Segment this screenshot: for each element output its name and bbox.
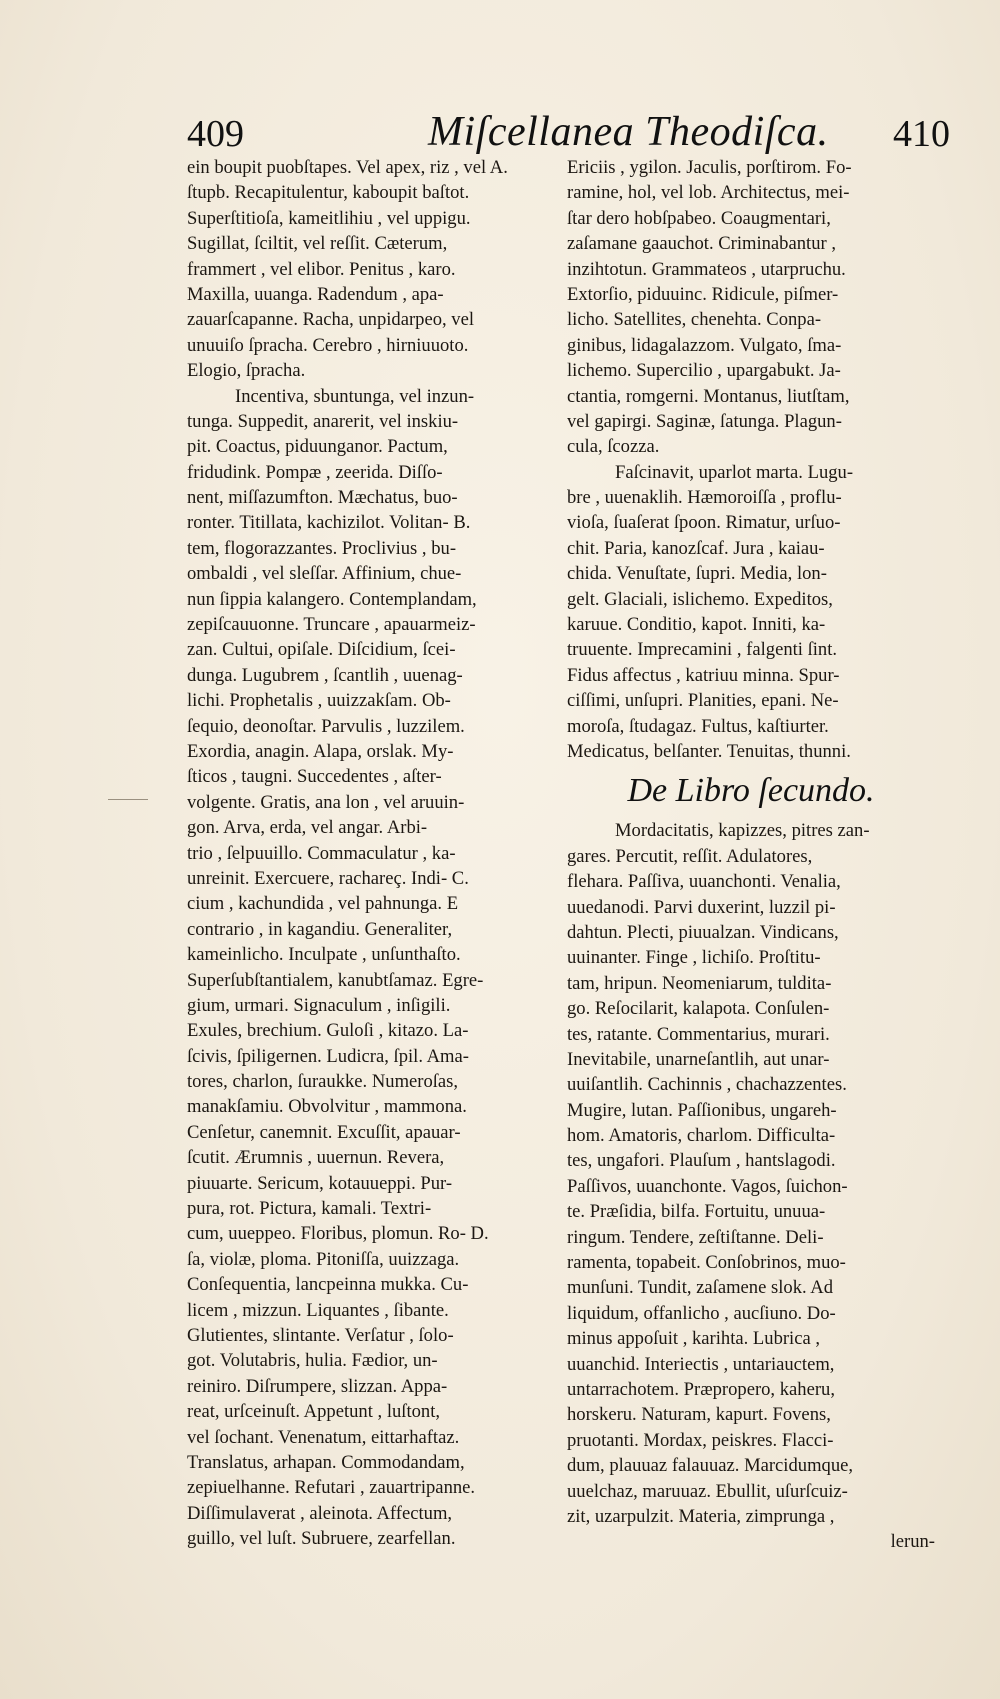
text-line: chida. Venuſtate, ſupri. Media, lon- — [567, 563, 827, 585]
text-line: Inevitabile, unarneſantlih, aut unar- — [567, 1048, 830, 1070]
text-line: ſtar dero hobſpabeo. Coaugmentari, — [567, 207, 831, 229]
text-line: ein boupit puobſtapes. Vel apex, riz , vel A. — [187, 157, 508, 178]
text-line: zan. Cultui, opiſale. Diſcidium, ſcei- — [187, 639, 456, 661]
text-line: unuuiſo ſpracha. Cerebro , hirniuuoto. — [187, 334, 469, 356]
text-line: volgente. Gratis, ana lon , vel aruuin- — [187, 791, 465, 813]
text-line: ſa, violæ, ploma. Pitoniſſa, uuizzaga. — [187, 1248, 460, 1270]
text-line: dahtun. Plecti, piuualzan. Vindicans, — [567, 921, 839, 943]
page-number-right: 410 — [893, 113, 950, 155]
text-line: lerun- — [890, 1531, 935, 1553]
text-line: munſuni. Tundit, zaſamene slok. Ad — [567, 1277, 833, 1299]
text-line: piuuarte. Sericum, kotauueppi. Pur- — [187, 1172, 453, 1194]
text-line: Incentiva, sbuntunga, vel inzun- — [235, 385, 475, 407]
text-line: uuelchaz, maruuaz. Ebullit, uſurſcuiz- — [567, 1480, 848, 1502]
text-line: reiniro. Diſrumpere, slizzan. Appa- — [187, 1375, 448, 1397]
text-line: dum, plauuaz falauuaz. Marcidumque, — [567, 1455, 854, 1477]
text-line: zaſamane gaauchot. Criminabantur , — [567, 233, 836, 255]
text-line: gium, urmari. Signaculum , inſigili. — [187, 994, 451, 1016]
text-line: bre , uuenaklih. Hæmoroiſſa , proflu- — [567, 487, 842, 509]
text-line: ſticos , taugni. Succedentes , aſter- — [187, 766, 442, 788]
text-line: Medicatus, belſanter. Tenuitas, thunni. — [567, 740, 851, 762]
text-line: Exordia, anagin. Alapa, orslak. My- — [187, 740, 454, 762]
text-line: horskeru. Naturam, kapurt. Fovens, — [567, 1404, 831, 1426]
text-line: te. Præſidia, bilfa. Fortuitu, unuua- — [567, 1201, 826, 1223]
right-column-bottom — [567, 818, 935, 1554]
text-line: gon. Arva, erda, vel angar. Arbi- — [187, 817, 428, 839]
text-line: ctantia, romgerni. Montanus, liutſtam, — [567, 385, 850, 407]
text-line: Mugire, lutan. Paſſionibus, ungareh- — [567, 1099, 837, 1121]
page-number-left: 409 — [187, 113, 244, 155]
section-heading: De Libro ſecundo. — [627, 772, 875, 810]
text-line: ſcutit. Ærumnis , uuernun. Revera, — [187, 1147, 445, 1169]
text-line: chit. Paria, kanozſcaf. Jura , kaiau- — [567, 537, 825, 559]
text-line: licem , mizzun. Liquantes , ſibante. — [187, 1299, 449, 1321]
text-line: Ericiis , ygilon. Jaculis, porſtirom. Fo- — [567, 157, 852, 178]
text-line: Faſcinavit, uparlot marta. Lugu- — [615, 461, 854, 483]
text-line: contrario , in kagandiu. Generaliter, — [187, 918, 453, 940]
text-line: trio , ſelpuuillo. Commaculatur , ka- — [187, 842, 456, 864]
page-header — [0, 108, 1000, 158]
text-line: hom. Amatoris, charlom. Difficulta- — [567, 1125, 836, 1147]
text-line: Extorſio, piduuinc. Ridicule, piſmer- — [567, 283, 839, 305]
text-line: uuedanodi. Parvi duxerint, luzzil pi- — [567, 896, 836, 918]
text-line: pit. Coactus, piduunganor. Pactum, — [187, 436, 448, 458]
text-line: gelt. Glaciali, islichemo. Expeditos, — [567, 588, 833, 610]
text-line: uuanchid. Interiectis , untariauctem, — [567, 1353, 835, 1375]
text-line: ciſſimi, unſupri. Planities, epani. Ne- — [567, 690, 839, 712]
text-line: Fidus affectus , katriuu minna. Spur- — [567, 664, 840, 686]
text-line: Cenſetur, canemnit. Excuſſit, apauar- — [187, 1121, 461, 1143]
text-line: vioſa, ſuaſerat ſpoon. Rimatur, urſuo- — [567, 512, 841, 534]
text-line: Sugillat, ſciltit, vel reſſit. Cæterum, — [187, 233, 448, 255]
text-line: tores, charlon, ſuraukke. Numeroſas, — [187, 1071, 459, 1093]
text-line: flehara. Paſſiva, uuanchonti. Venalia, — [567, 871, 841, 893]
text-line: Elogio, ſpracha. — [187, 360, 306, 382]
text-line: licho. Satellites, chenehta. Conpa- — [567, 309, 822, 331]
text-line: go. Reſocilarit, kalapota. Conſulen- — [567, 998, 830, 1020]
text-line: ſequio, deonoſtar. Parvulis , luzzilem. — [187, 715, 465, 737]
text-line: tem, flogorazzantes. Proclivius , bu- — [187, 537, 457, 559]
text-line: got. Volutabris, hulia. Fædior, un- — [187, 1350, 438, 1372]
text-line: dunga. Lugubrem , ſcantlih , uuenag- — [187, 664, 463, 686]
text-line: pruotanti. Mordax, peiskres. Flacci- — [567, 1429, 834, 1451]
text-line: cium , kachundida , vel pahnunga. E — [187, 893, 459, 915]
text-line: cula, ſcozza. — [567, 436, 660, 458]
text-line: lichemo. Supercilio , upargabukt. Ja- — [567, 360, 841, 382]
left-column — [187, 155, 555, 1551]
text-line: uuinanter. Finge , lichiſo. Proſtitu- — [567, 947, 821, 969]
text-line: ſtupb. Recapitulentur, kaboupit baſtot. — [187, 182, 470, 204]
text-line: inzihtotun. Grammateos , utarpruchu. — [567, 258, 846, 280]
text-line: moroſa, ſtudagaz. Fultus, kaſtiurter. — [567, 715, 829, 737]
text-line: Translatus, arhapan. Commodandam, — [187, 1451, 465, 1473]
text-line: manakſamiu. Obvolvitur , mammona. — [187, 1096, 467, 1118]
text-line: lichi. Prophetalis , uuizzakſam. Ob- — [187, 690, 451, 712]
text-line: ramine, hol, vel lob. Architectus, mei- — [567, 182, 850, 204]
text-line: uuiſantlih. Cachinnis , chachazzentes. — [567, 1074, 847, 1096]
text-line: nent, miſſazumfton. Mæchatus, buo- — [187, 487, 458, 509]
text-line: zit, uzarpulzit. Materia, zimprunga , — [567, 1505, 835, 1527]
text-line: ramenta, topabeit. Conſobrinos, muo- — [567, 1252, 846, 1274]
text-line: ſcivis, ſpiligernen. Ludicra, ſpil. Ama- — [187, 1045, 469, 1067]
text-line: cum, uueppeo. Floribus, plomun. Ro- D. — [187, 1223, 489, 1245]
right-column-top — [567, 155, 935, 764]
text-line: truuente. Imprecamini , falgenti ſint. — [567, 639, 838, 661]
text-line: minus appoſuit , karihta. Lubrica , — [567, 1328, 821, 1350]
text-line: nun ſippia kalangero. Contemplandam, — [187, 588, 477, 610]
text-line: Superſtitioſa, kameitlihiu , vel uppigu. — [187, 207, 471, 229]
text-line: zauarſcapanne. Racha, unpidarpeo, vel — [187, 309, 475, 331]
text-line: Superſubſtantialem, kanubtſamaz. Egre- — [187, 969, 484, 991]
text-line: ginibus, lidagalazzom. Vulgato, ſma- — [567, 334, 842, 356]
text-line: gares. Percutit, reſſit. Adulatores, — [567, 845, 813, 867]
text-line: Paſſivos, uuanchonte. Vagos, ſuichon- — [567, 1175, 848, 1197]
text-line: tunga. Suppedit, anarerit, vel inskiu- — [187, 410, 459, 432]
text-line: pura, rot. Pictura, kamali. Textri- — [187, 1198, 432, 1220]
text-line: Diſſimulaverat , aleinota. Affectum, — [187, 1502, 453, 1524]
text-line: guillo, vel luſt. Subruere, zearfellan. — [187, 1528, 456, 1550]
text-line: karuue. Conditio, kapot. Inniti, ka- — [567, 614, 826, 636]
text-line: Glutientes, slintante. Verſatur , ſolo- — [187, 1324, 454, 1346]
right-column — [567, 155, 935, 1555]
text-line: ombaldi , vel sleſſar. Affinium, chue- — [187, 563, 462, 585]
text-line: ronter. Titillata, kachizilot. Volitan- B. — [187, 512, 471, 534]
text-line: zepiuelhanne. Refutari , zauartripanne. — [187, 1477, 476, 1499]
text-line: vel gapirgi. Saginæ, ſatunga. Plagun- — [567, 410, 842, 432]
text-line: Exules, brechium. Guloſi , kitazo. La- — [187, 1020, 469, 1042]
text-line: tam, hripun. Neomeniarum, tuldita- — [567, 972, 832, 994]
text-line: kameinlicho. Inculpate , unſunthaſto. — [187, 944, 461, 966]
text-line: vel ſochant. Venenatum, eittarhaftaz. — [187, 1426, 460, 1448]
text-line: fridudink. Pompæ , zeerida. Diſſo- — [187, 461, 443, 483]
text-line: liquidum, offanlicho , aucſiuno. Do- — [567, 1302, 836, 1324]
text-line: frammert , vel elibor. Penitus , karo. — [187, 258, 456, 280]
text-line: zepiſcauuonne. Truncare , apauarmeiz- — [187, 614, 476, 636]
text-line: untarrachotem. Præpropero, kaheru, — [567, 1378, 835, 1400]
text-line: Maxilla, uuanga. Radendum , apa- — [187, 283, 444, 305]
text-line: reat, urſceinuſt. Appetunt , luſtont, — [187, 1401, 441, 1423]
text-line: Mordacitatis, kapizzes, pitres zan- — [615, 820, 870, 842]
text-line: tes, ungafori. Plauſum , hantslagodi. — [567, 1150, 836, 1172]
running-title: Miſcellanea Theodiſca. — [428, 109, 829, 155]
text-line: unreinit. Exercuere, rachareç. Indi- C. — [187, 867, 469, 889]
margin-mark — [108, 799, 148, 800]
text-line: tes, ratante. Commentarius, murari. — [567, 1023, 830, 1045]
text-line: ringum. Tendere, zeſtiſtanne. Deli- — [567, 1226, 824, 1248]
text-line: Conſequentia, lancpeinna mukka. Cu- — [187, 1274, 469, 1296]
